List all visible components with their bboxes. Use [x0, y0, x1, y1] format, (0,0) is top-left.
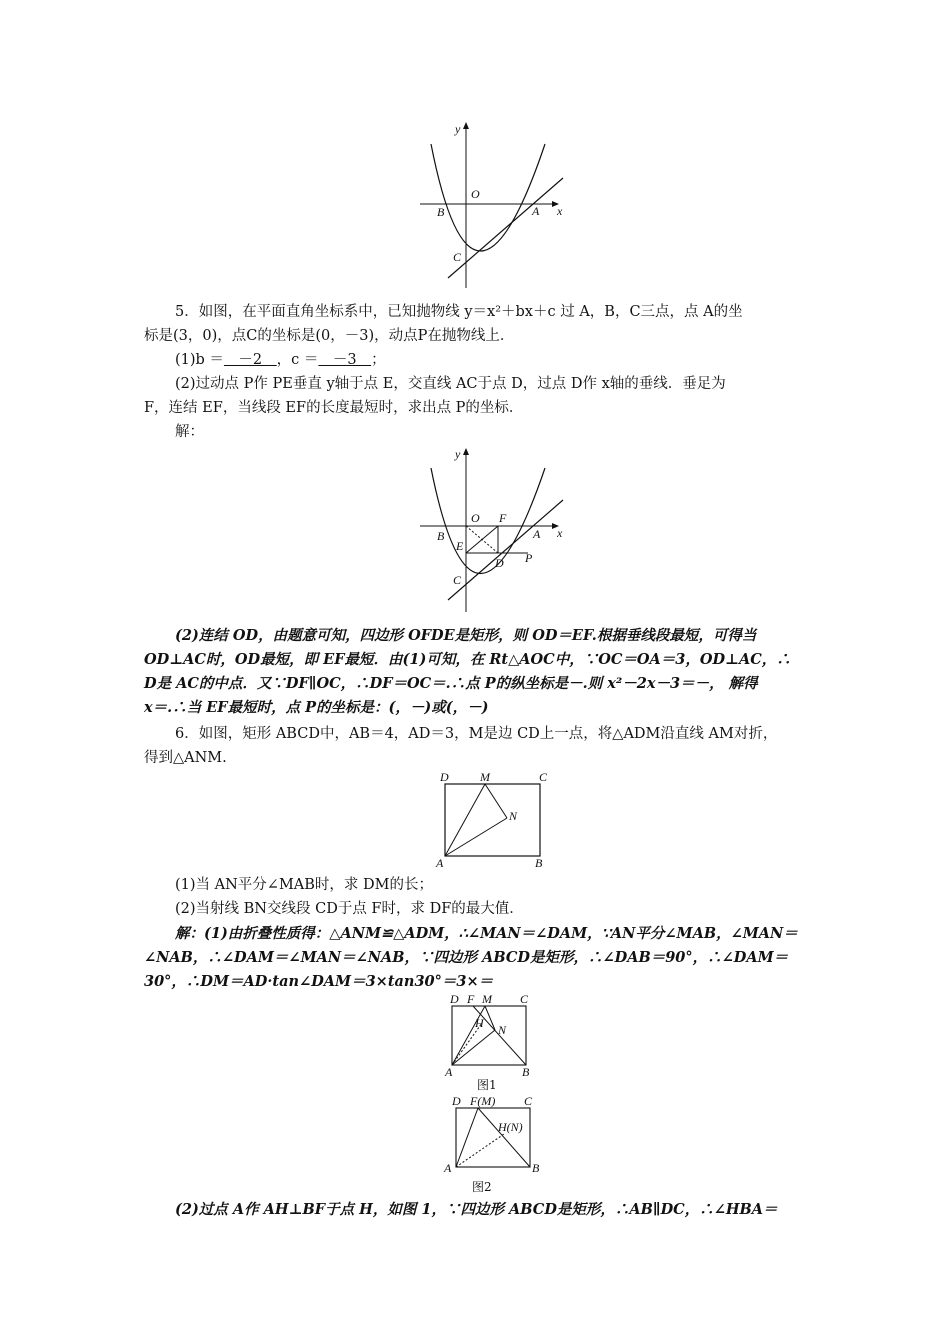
label-b: B: [522, 1065, 530, 1077]
q6-stem-line1: 6．如图，矩形 ABCD中，AB＝4，AD＝3，M是边 CD上一点，将△ADM沿直线 AM对折，: [175, 726, 778, 742]
sol5-line3: D是 AC的中点．又∵DF∥OC，∴DF＝OC＝.∴点 P的纵坐标是－.则 x²－2x－3＝－， 解得: [144, 675, 758, 692]
label-e: E: [456, 539, 464, 553]
y-axis-arrow: [463, 448, 469, 455]
segment-mn: [485, 784, 507, 818]
q5-stem-line2: 标是(3，0)，点C的坐标是(0，－3)，动点P在抛物线上．: [144, 328, 515, 344]
label-f: F: [499, 511, 507, 525]
q5-solution-label: 解：: [175, 424, 204, 440]
label-c: C: [453, 573, 462, 587]
parabola-graph-2: [415, 444, 575, 614]
label-n: N: [509, 809, 518, 823]
q5-part1-end: ；: [371, 352, 386, 368]
parabola-graph-1: [415, 118, 575, 293]
label-m: M: [480, 770, 490, 784]
q6-stem-line2: 得到△ANM.: [144, 750, 227, 766]
q5-part1: [144, 348, 845, 372]
label-n: N: [498, 1023, 507, 1037]
label-b: B: [437, 205, 445, 219]
label-f: F: [467, 992, 475, 1006]
label-x: x: [557, 204, 563, 218]
sol6-line2: ∠NAB，∴∠DAM＝∠MAN＝∠NAB，∵四边形 ABCD是矩形，∴∠DAB＝90°，∴∠DAM＝: [144, 949, 789, 966]
label-b: B: [535, 856, 543, 870]
sol5-line2: OD⊥AC时，OD最短，即 EF最短．由(1)可知，在 Rt△AOC中，∵OC＝OA＝3，OD⊥AC，∴: [144, 651, 791, 668]
figure-1-caption: 图1: [477, 1078, 497, 1092]
q6-part1: (1)当 AN平分∠MAB时，求 DM的长；: [175, 877, 434, 893]
label-d: D: [450, 992, 459, 1006]
label-o: O: [471, 187, 480, 201]
label-c: C: [520, 992, 529, 1006]
label-y: y: [455, 447, 461, 461]
sol5-line4: x＝.∴当 EF最短时，点 P的坐标是：(，－)或(，－): [144, 699, 489, 716]
q5-answer-b: －2: [223, 352, 277, 368]
label-hn: H(N): [498, 1120, 523, 1134]
label-a: A: [445, 1065, 453, 1077]
label-p: P: [525, 551, 533, 565]
sol6-line3: 30°，∴DM＝AD·tan∠DAM＝3×tan30°＝3×＝: [144, 973, 494, 990]
sol6-line4: (2)过点 A作 AH⊥BF于点 H，如图 1，∵四边形 ABCD是矩形，∴AB∥DC，∴∠HBA＝: [175, 1201, 778, 1218]
q5-stem-line1: 5．如图，在平面直角坐标系中，已知抛物线 y＝x²＋bx＋c 过 A，B，C三点，点 A的坐: [175, 304, 743, 320]
segment-am: [452, 1006, 485, 1065]
segment-mn: [485, 1006, 495, 1030]
label-c: C: [453, 250, 462, 264]
label-d: D: [440, 770, 449, 784]
q5-answer-c: －3: [318, 352, 372, 368]
rectangle-figure-q6: [432, 770, 557, 870]
figure-2: [440, 1094, 550, 1179]
segment-af: [456, 1108, 478, 1167]
label-a: A: [444, 1161, 452, 1175]
figure-1: [440, 992, 540, 1077]
label-b: B: [437, 529, 445, 543]
label-o: O: [471, 511, 480, 525]
label-c: C: [524, 1094, 533, 1108]
label-a: A: [533, 527, 541, 541]
figure-2-caption: 图2: [472, 1180, 492, 1194]
label-c: C: [539, 770, 548, 784]
label-a: A: [436, 856, 444, 870]
segment-ah: [456, 1134, 504, 1167]
q6-part2: (2)当射线 BN交线段 CD于点 F时，求 DF的最大值．: [175, 901, 524, 917]
sol6-line1: 解：(1)由折叠性质得：△ANM≌△ADM，∴∠MAN＝∠DAM，∵AN平分∠MAB，∠MAN＝: [175, 925, 798, 942]
label-y: y: [455, 122, 461, 136]
q5-part2-line2: F，连结 EF，当线段 EF的长度最短时，求出点 P的坐标．: [144, 400, 524, 416]
label-fm: F(M): [470, 1094, 496, 1108]
q5-part1-mid: ，c ＝: [276, 352, 319, 368]
label-a: A: [532, 204, 540, 218]
q5-part2-line1: (2)过动点 P作 PE垂直 y轴于点 E，交直线 AC于点 D，过点 D作 x轴的垂线．垂足为: [175, 376, 726, 392]
label-b: B: [532, 1161, 540, 1175]
label-h: H: [475, 1016, 484, 1030]
label-m: M: [482, 992, 492, 1006]
segment-am: [445, 784, 485, 856]
parabola-curve: [431, 144, 545, 251]
label-d: D: [495, 556, 504, 570]
q5-part1-prefix: (1)b ＝: [175, 352, 224, 368]
segment-bf: [478, 1108, 530, 1167]
label-d: D: [452, 1094, 461, 1108]
segment-an: [445, 818, 507, 856]
line-ac: [448, 178, 563, 278]
y-axis-arrow: [463, 122, 469, 129]
label-x: x: [557, 526, 563, 540]
sol5-line1: (2)连结 OD，由题意可知，四边形 OFDE是矩形，则 OD＝EF.根据垂线段最短，可得当: [175, 627, 757, 644]
